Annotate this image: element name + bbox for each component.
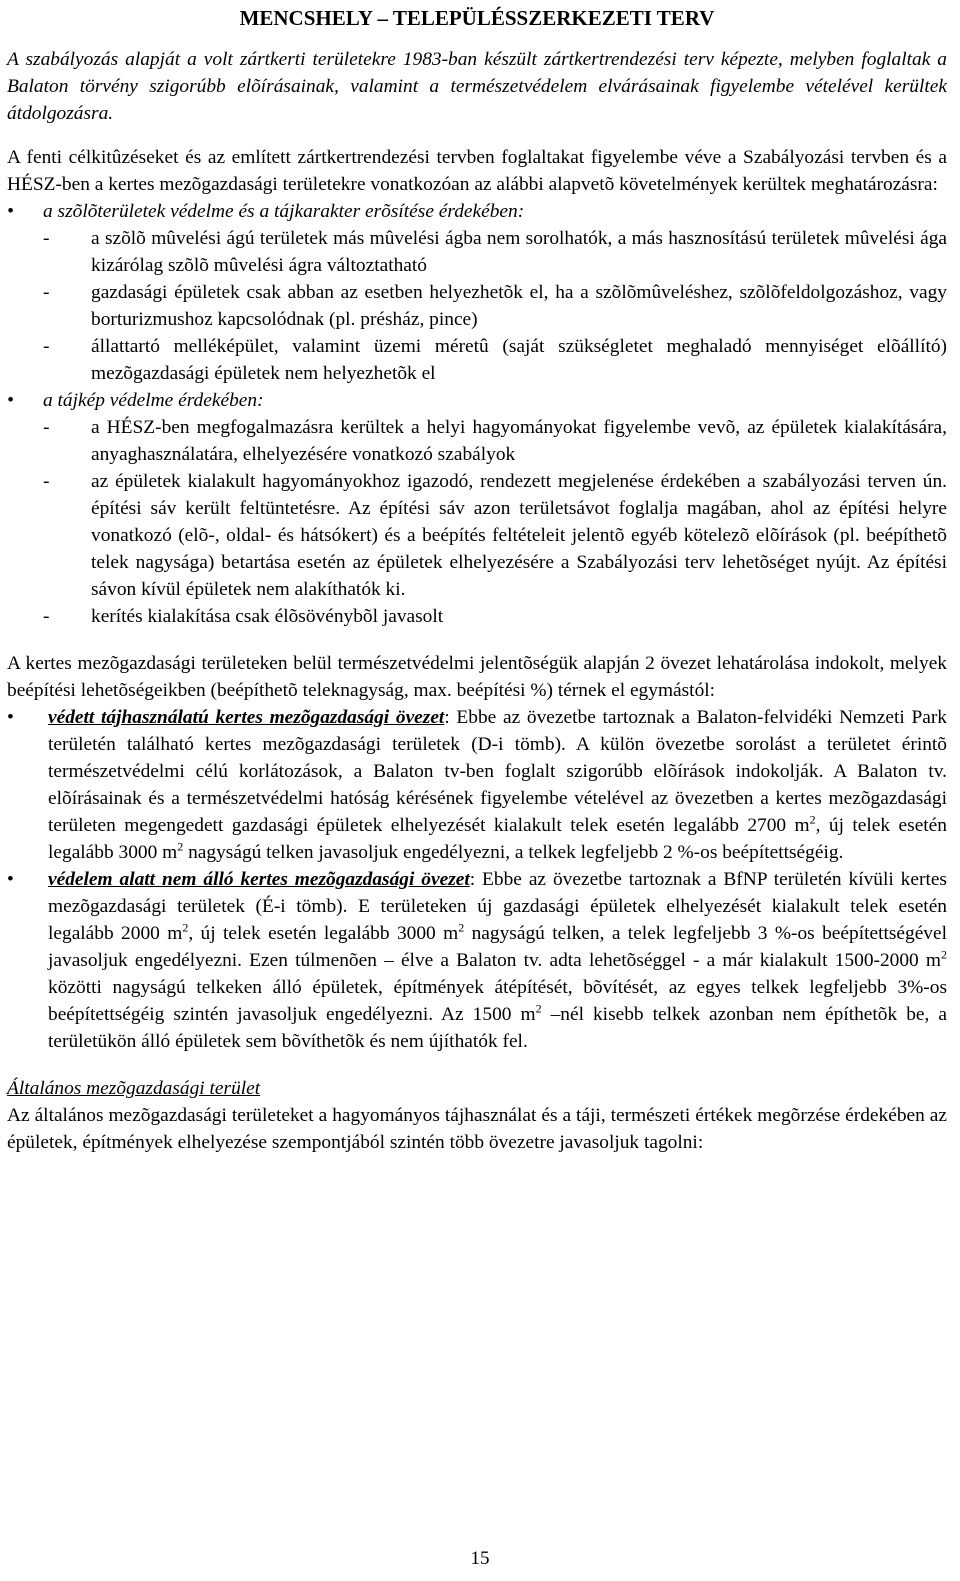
list-item-text: a szõlõ mûvelési ágú területek más mûvelési ágba nem sorolhatók, a más hasznosítású területek mûvelési ága kizárólag szõlõ mûvelési ágra változtatható xyxy=(91,228,947,276)
zone-text: nagyságú telken, a telek legfeljebb 3 %-os beépítettségével javasoljuk engedélyezni. Ezen túlmenõen – élve a Balaton tv. adta lehetõséggel - a már kialakult 1500-2000 m xyxy=(48,923,947,971)
list-item-text: a HÉSZ-ben megfogalmazásra kerültek a helyi hagyományokat figyelembe vevõ, az épületek kialakítására, anyaghasználatára, elhelyezésére vonatkozó szabályok xyxy=(91,417,947,465)
list-item xyxy=(7,333,947,387)
zone-text: : Ebbe az övezetbe tartoznak a BfNP területén kívüli kertes mezõgazdasági területek (É-i tömb). E területeken új gazdasági épületek elhelyezését kialakult telek esetén legalább 2000 m xyxy=(48,869,947,944)
list-item-text: állattartó melléképület, valamint üzemi méretû (saját szükségletet meghaladó mennyiséget elõállító) mezõgazdasági épületek nem helyezhetõk el xyxy=(91,336,947,384)
paragraph-requirements: A fenti célkitûzéseket és az említett zártkertrendezési tervben foglaltakat figyelembe véve a Szabályozási tervben és a HÉSZ-ben a kertes mezõgazdasági területekre vonatkozóan az alábbi alapvetõ követelmények kerültek meghatározásra: xyxy=(7,147,947,195)
zone-text: : Ebbe az övezetbe tartoznak a Balaton-felvidéki Nemzeti Park területén található kertes mezõgazdasági területek (D-i tömb). A külön övezetbe sorolást a területet érintõ természetvédelmi célú korlátozások, a Balaton tv-ben foglalt szigorúbb elõírások indokolják. A Balaton tv. elõírásainak és a természetvédelmi hatóság kérésének figyelembe vételével az övezetben a kertes mezõgazdasági területen megengedett gazdasági épületek elhelyezését kialakult telek esetén legalább 2700 m xyxy=(48,707,948,836)
superscript: 2 xyxy=(458,920,465,935)
zone-text: nagyságú telken javasoljuk engedélyezni, a telkek legfeljebb 2 %-os beépítettségéig. xyxy=(183,842,844,863)
superscript: 2 xyxy=(177,839,184,854)
bullet-heading: a tájkép védelme érdekében: xyxy=(43,390,264,411)
page-title: MENCSHELY – TELEPÜLÉSSZERKEZETI TERV xyxy=(239,6,715,30)
zone-name: védelem alatt nem álló kertes mezõgazdasági övezet xyxy=(48,869,470,890)
list-item-text: gazdasági épületek csak abban az esetben helyezhetõk el, ha a szõlõmûveléshez, szõlõfeldolgozáshoz, vagy borturizmushoz kapcsolódnak (pl. présház, pince) xyxy=(91,282,947,330)
document-page xyxy=(7,4,947,1156)
zone-text: , új telek esetén legalább 3000 m xyxy=(188,923,459,944)
page-number: 15 xyxy=(470,1548,490,1569)
superscript: 2 xyxy=(941,947,947,962)
bullet-marker: • xyxy=(7,201,14,222)
bullet-landscape-protection xyxy=(7,387,947,414)
section-heading: Általános mezõgazdasági terület xyxy=(7,1078,261,1099)
list-item xyxy=(7,603,947,630)
bullet-marker: • xyxy=(7,707,14,728)
zone-unprotected xyxy=(7,866,947,1055)
superscript: 2 xyxy=(182,920,189,935)
bullet-vineyard-protection xyxy=(7,198,947,225)
zone-name: védett tájhasználatú kertes mezõgazdasági övezet xyxy=(48,707,445,728)
list-item xyxy=(7,225,947,279)
zone-text: , új telek esetén legalább 3000 m xyxy=(48,815,947,863)
dash-marker: - xyxy=(43,606,50,627)
dash-marker: - xyxy=(43,336,50,357)
list-item-text: az épületek kialakult hagyományokhoz igazodó, rendezett megjelenése érdekében a szabályozási terven ún. építési sáv került feltüntetésre. Az építési sáv azon területsávot foglalja magában, ahol az építési helyre vonatkozó (elõ-, oldal- és hátsókert) és a beépítés feltételeit jelentõ egyéb kötelezõ elõírások (pl. beépíthetõ telek nagysága) betartása esetén az épületek elhelyezésére a Szabályozási terv lehetõséget nyújt. Az építési sávon kívül épületek nem alakíthatók ki. xyxy=(91,471,947,600)
zone-protected xyxy=(7,704,947,866)
superscript: 2 xyxy=(809,812,816,827)
superscript: 2 xyxy=(535,1001,542,1016)
bullet-heading: a szõlõterületek védelme és a tájkarakter erõsítése érdekében: xyxy=(43,201,525,222)
dash-marker: - xyxy=(43,228,50,249)
list-item-text: kerítés kialakítása csak élõsövénybõl javasolt xyxy=(91,606,444,627)
dash-marker: - xyxy=(43,417,50,438)
list-item xyxy=(7,279,947,333)
zone-text: közötti nagyságú telkeken álló épületek, építmények átépítését, bõvítését, az egyes telkek legfeljebb 3%-os beépítettségéig szintén javasoljuk engedélyezni. Az 1500 m xyxy=(48,977,947,1025)
zone-text: –nél kisebb telkek azonban nem építhetõk be, a területükön álló épületek sem bõvíthetõk és nem újíthatók fel. xyxy=(48,1004,947,1052)
list-item xyxy=(7,414,947,468)
paragraph-general-agriculture: Az általános mezõgazdasági területeket a hagyományos tájhasználat és a táji, természeti értékek megõrzése érdekében az épületek, építmények elhelyezése szempontjából szintén több övezetre javasoljuk tagolni: xyxy=(7,1105,947,1153)
intro-paragraph: A szabályozás alapját a volt zártkerti területekre 1983-ban készült zártkertrendezési terv képezte, melyben foglaltak a Balaton törvény szigorúbb elõírásainak, valamint a természetvédelem elvárásainak figyelembe vételével kerültek átdolgozásra. xyxy=(7,49,947,124)
list-item xyxy=(7,468,947,603)
bullet-marker: • xyxy=(7,869,14,890)
bullet-marker: • xyxy=(7,390,14,411)
dash-marker: - xyxy=(43,282,50,303)
paragraph-zones: A kertes mezõgazdasági területeken belül természetvédelmi jelentõségük alapján 2 övezet lehatárolása indokolt, melyek beépítési lehetõségeikben (beépíthetõ teleknagyság, max. beépítési %) térnek el egymástól: xyxy=(7,653,947,701)
dash-marker: - xyxy=(43,471,50,492)
